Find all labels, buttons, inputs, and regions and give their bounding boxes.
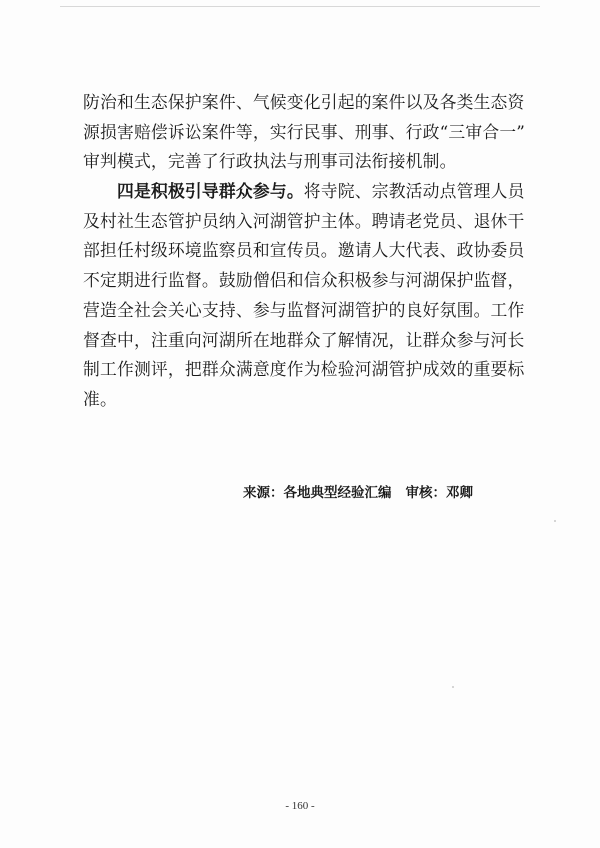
paragraph-line: 防治和生态保护案件、气候变化引起的案件以及各类生态资	[83, 92, 525, 112]
scan-edge-line	[60, 6, 540, 7]
paragraph-line: 营造全社会关心支持、参与监督河湖管护的良好氛围。工作	[83, 299, 525, 320]
reviewer-label: 审核：邓卿	[405, 485, 473, 501]
body-text	[83, 88, 526, 415]
source-label: 来源：各地典型经验汇编	[243, 485, 392, 501]
scan-speck	[554, 520, 556, 522]
source-attribution	[243, 483, 543, 503]
scan-speck	[452, 686, 454, 688]
paragraph-line: 部担任村级环境监察员和宣传员。邀请人大代表、政协委员	[83, 240, 525, 261]
paragraph-line: 制工作测评，把群众满意度作为检验河湖管护成效的重要标	[83, 359, 525, 380]
paragraph-line: 审判模式，完善了行政执法与刑事司法衔接机制。	[83, 151, 457, 172]
paragraph-four-first-line	[83, 177, 525, 207]
page-number: - 160 -	[285, 800, 315, 812]
paragraph-line: 源损害赔偿诉讼案件等，实行民事、刑事、行政“三审合一”	[83, 121, 526, 142]
paragraph-line: 不定期进行监督。鼓励僧侣和信众积极参与河湖保护监督，	[83, 270, 525, 291]
paragraph-line-rest: 将寺院、宗教活动点管理人员	[303, 181, 525, 202]
paragraph-line: 督查中，注重向河湖所在地群众了解情况，让群众参与河长	[83, 329, 525, 350]
paragraph-lead-heading: 四是积极引导群众参与。	[117, 181, 304, 202]
paragraph-line: 准。	[83, 388, 117, 409]
paragraph-line: 及村社生态管护员纳入河湖管护主体。聘请老党员、退休干	[83, 210, 525, 231]
